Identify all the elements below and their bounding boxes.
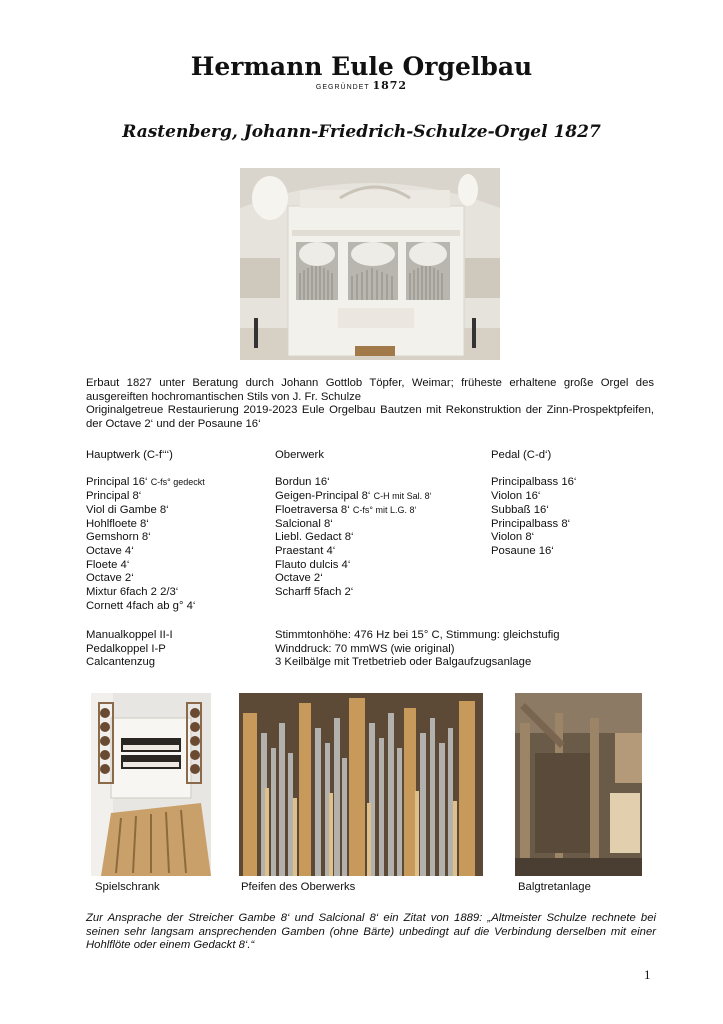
stop-item: Floetraversa 8‘ C-fs° mit L.G. 8‘ bbox=[275, 503, 417, 516]
accessory-item: Calcantenzug bbox=[86, 656, 156, 669]
stop-item: Posaune 16‘ bbox=[491, 544, 554, 557]
stop-item: Flauto dulcis 4‘ bbox=[275, 558, 351, 571]
stop-item: Cornett 4fach ab g° 4‘ bbox=[86, 599, 196, 612]
caption-bellows: Balgtretanlage bbox=[518, 881, 591, 893]
stop-item: Gemshorn 8‘ bbox=[86, 531, 151, 544]
page-number: 1 bbox=[644, 967, 651, 982]
stop-item: Principalbass 16‘ bbox=[491, 476, 577, 489]
caption-console: Spielschrank bbox=[95, 881, 160, 893]
document-title: Rastenberg, Johann-Friedrich-Schulze-Orgel 1827 bbox=[122, 122, 601, 142]
accessories-list bbox=[86, 629, 276, 670]
technical-list bbox=[275, 629, 665, 670]
pedal-header: Pedal (C-d‘) bbox=[491, 449, 552, 461]
hauptwerk-column bbox=[86, 449, 276, 613]
accessory-item: Manualkoppel II-I bbox=[86, 629, 173, 641]
oberwerk-header: Oberwerk bbox=[275, 449, 324, 461]
historical-quote: Zur Ansprache der Streicher Gambe 8‘ und Salcional 8‘ ein Zitat von 1889: „Altmeister Schulze rechnete bei seinen sehr langsam ansprechenden Gamben (ohne Bärte) unbedingt auf die Verbindung derselben mit einer Hohlflöte oder einem Gedackt 8‘.“ bbox=[86, 912, 656, 951]
stop-item: Bordun 16‘ bbox=[275, 476, 330, 489]
stop-item: Salcional 8‘ bbox=[275, 517, 333, 530]
stop-item: Violon 16‘ bbox=[491, 490, 541, 503]
technical-item: Winddruck: 70 mmWS (wie original) bbox=[275, 642, 455, 655]
stop-item: Octave 2‘ bbox=[86, 572, 134, 585]
logo-year: 1872 bbox=[372, 79, 408, 92]
caption-pipes: Pfeifen des Oberwerks bbox=[241, 881, 356, 893]
stop-item: Geigen-Principal 8‘ C-H mit Sal. 8‘ bbox=[275, 490, 432, 503]
bellows-photo bbox=[515, 693, 642, 876]
stop-item: Subbaß 16‘ bbox=[491, 503, 549, 516]
stop-item: Mixtur 6fach 2 2/3‘ bbox=[86, 586, 179, 599]
technical-item: 3 Keilbälge mit Tretbetrieb oder Balgaufzugsanlage bbox=[275, 656, 532, 669]
organ-facade-photo bbox=[240, 168, 500, 360]
stop-item: Violon 8‘ bbox=[491, 531, 535, 544]
stop-item: Octave 2‘ bbox=[275, 572, 323, 585]
hauptwerk-header: Hauptwerk (C-f‘‘‘) bbox=[86, 449, 173, 461]
intro-history: Erbaut 1827 unter Beratung durch Johann Gottlob Töpfer, Weimar; früheste erhaltene große Orgel des ausgereiften hochromantischen Stils von J. Fr. Schulze bbox=[86, 377, 654, 403]
stop-item: Praestant 4‘ bbox=[275, 544, 336, 557]
pedal-column bbox=[491, 449, 661, 559]
technical-item: Stimmtonhöhe: 476 Hz bei 15° C, Stimmung: gleichstufig bbox=[275, 629, 560, 641]
stop-item: Floete 4‘ bbox=[86, 558, 130, 571]
intro-text bbox=[86, 377, 654, 431]
intro-restoration: Originalgetreue Restaurierung 2019-2023 Eule Orgelbau Bautzen mit Rekonstruktion der Zinn-Prospektpfeifen, der Octave 2‘ und der Posaune 16‘ bbox=[86, 404, 654, 430]
stop-item: Liebl. Gedact 8‘ bbox=[275, 531, 354, 544]
stop-item: Scharff 5fach 2‘ bbox=[275, 586, 354, 599]
stop-item: Octave 4‘ bbox=[86, 544, 134, 557]
company-logo bbox=[0, 52, 723, 92]
stop-item: Viol di Gambe 8‘ bbox=[86, 503, 169, 516]
oberwerk-column bbox=[275, 449, 490, 600]
stop-item: Hohlfloete 8‘ bbox=[86, 517, 149, 530]
stop-item: Principal 16‘ C-fs° gedeckt bbox=[86, 476, 205, 489]
logo-tagline: GEGRÜNDET bbox=[315, 84, 370, 91]
pipes-photo bbox=[239, 693, 483, 876]
stop-item: Principal 8‘ bbox=[86, 490, 142, 503]
logo-name: Hermann Eule Orgelbau bbox=[190, 52, 533, 81]
accessory-item: Pedalkoppel I-P bbox=[86, 642, 166, 655]
console-photo bbox=[91, 693, 211, 876]
stop-item: Principalbass 8‘ bbox=[491, 517, 571, 530]
